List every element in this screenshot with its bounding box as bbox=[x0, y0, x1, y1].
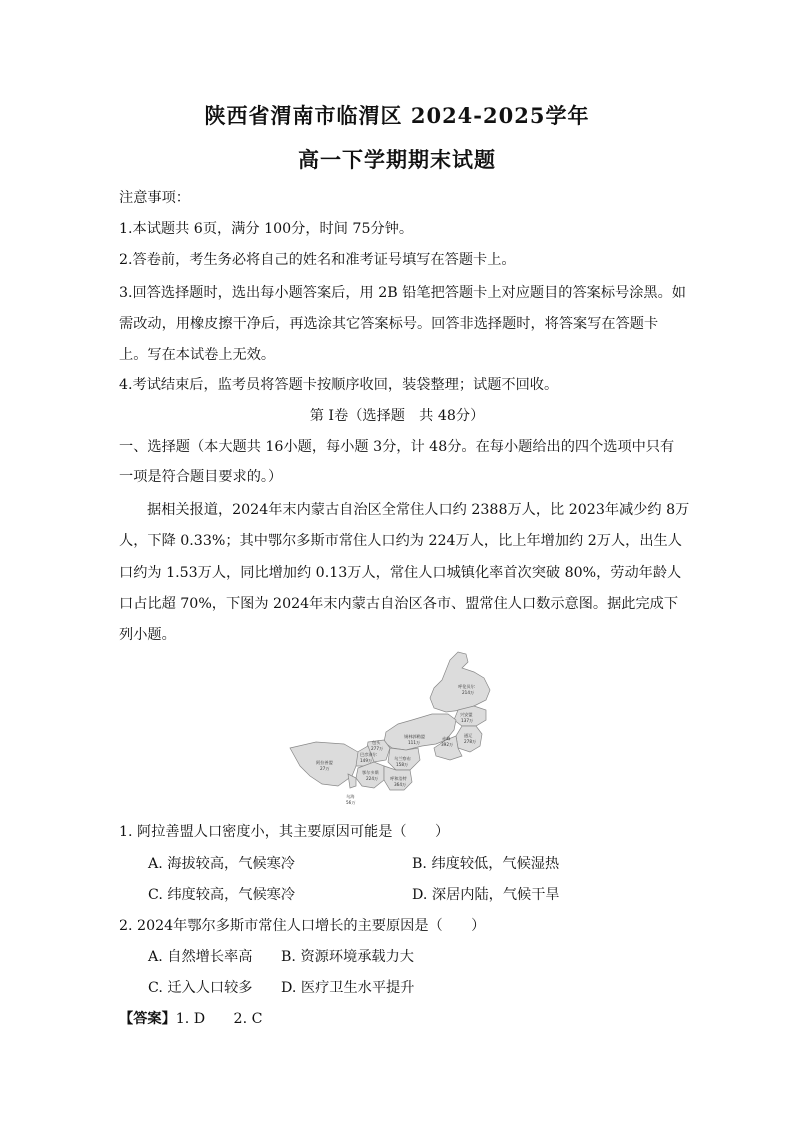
label-hulunbuir: 呼伦贝尔 bbox=[458, 684, 475, 689]
label-baotou: 包头 bbox=[372, 740, 381, 745]
label-bayannur-pop: 149万 bbox=[360, 758, 373, 763]
label-ordos-pop: 224万 bbox=[366, 776, 379, 781]
passage-line3: 口约为 1.53万人，同比增加约 0.13万人，常住人口城镇化率首次突破 80%，劳动年龄人 bbox=[119, 565, 682, 581]
question-1-stem: 1. 阿拉善盟人口密度小，其主要原因可能是（ ） bbox=[119, 824, 450, 840]
question-2-option-c: C. 迁入人口较多 bbox=[148, 980, 253, 996]
answer-label: 【答案】 bbox=[119, 1011, 176, 1027]
question-1-option-c: C. 纬度较高，气候寒冷 bbox=[148, 887, 296, 903]
note-1: 1.本试题共 6页，满分 100分，时间 75分钟。 bbox=[119, 221, 414, 237]
label-hulunbuir-pop: 214万 bbox=[462, 690, 475, 695]
label-wuhai: 乌海 bbox=[346, 794, 355, 799]
exam-title-line2: 高一下学期期末试题 bbox=[298, 147, 496, 172]
note-3-line3: 上。写在本试卷上无效。 bbox=[119, 347, 276, 363]
region-wuhai bbox=[348, 774, 356, 788]
passage-line1: 据相关报道，2024年末内蒙古自治区全常住人口约 2388万人，比 2023年减少约 8万 bbox=[147, 502, 690, 518]
passage-line2: 人，下降 0.33%；其中鄂尔多斯市常住人口约为 224万人，比上年增加约 2万人，出生人 bbox=[119, 533, 682, 549]
passage-line5: 列小题。 bbox=[119, 627, 176, 643]
answer-value: 1. D 2. C bbox=[175, 1011, 263, 1027]
question-1-option-a: A. 海拔较高，气候寒冷 bbox=[148, 856, 295, 872]
inner-mongolia-population-map bbox=[286, 648, 508, 808]
label-chifeng-pop: 392万 bbox=[441, 742, 454, 747]
exam-title-line1: 陕西省渭南市临渭区 2024-2025学年 bbox=[204, 103, 590, 128]
label-hohhot-pop: 364万 bbox=[394, 782, 407, 787]
label-bayannur: 巴彦淖尔 bbox=[360, 752, 377, 757]
note-3-line1: 3.回答选择题时，选出每小题答案后，用 2B 铅笔把答题卡上对应题目的答案标号涂黑。如 bbox=[119, 285, 686, 301]
label-ordos: 鄂尔多斯 bbox=[362, 770, 379, 775]
question-2-option-d: D. 医疗卫生水平提升 bbox=[281, 980, 415, 996]
label-alxa: 阿拉善盟 bbox=[316, 760, 333, 765]
question-1-option-d: D. 深居内陆，气候干旱 bbox=[412, 887, 560, 903]
question-2-stem: 2. 2024年鄂尔多斯市常住人口增长的主要原因是（ ） bbox=[119, 918, 486, 934]
label-tongliao-pop: 278万 bbox=[464, 739, 477, 744]
question-2-option-b: B. 资源环境承载力大 bbox=[281, 949, 414, 965]
answer-line bbox=[119, 1008, 262, 1028]
label-wuhai-pop: 56万 bbox=[346, 800, 356, 805]
section-title: 第 I卷（选择题 共 48分） bbox=[309, 408, 485, 424]
section-intro-line1: 一、选择题（本大题共 16小题，每小题 3分，计 48分。在每小题给出的四个选项中只有 bbox=[119, 439, 675, 455]
question-1-option-b: B. 纬度较低，气候湿热 bbox=[412, 856, 560, 872]
label-baotou-pop: 277万 bbox=[371, 746, 384, 751]
label-xinganmeng-pop: 137万 bbox=[461, 718, 474, 723]
label-xinganmeng: 兴安盟 bbox=[460, 712, 473, 717]
label-ulanqab: 乌兰察布 bbox=[394, 756, 411, 761]
passage-line4: 口占比超 70%，下图为 2024年末内蒙古自治区各市、盟常住人口数示意图。据此完成下 bbox=[119, 596, 679, 612]
label-ulanqab-pop: 158万 bbox=[396, 762, 409, 767]
note-4: 4.考试结束后，监考员将答题卡按顺序收回，装袋整理；试题不回收。 bbox=[119, 377, 559, 393]
region-hulunbuir bbox=[430, 652, 490, 712]
section-intro-line2: 一项是符合题目要求的。） bbox=[119, 469, 283, 485]
label-xilingol-pop: 111万 bbox=[408, 740, 421, 745]
label-chifeng: 赤峰 bbox=[442, 736, 451, 741]
label-alxa-pop: 27万 bbox=[320, 766, 330, 771]
notes-heading: 注意事项： bbox=[119, 190, 190, 206]
question-2-option-a: A. 自然增长率高 bbox=[148, 949, 253, 965]
label-xilingol: 锡林郭勒盟 bbox=[404, 734, 425, 739]
label-hohhot: 呼和浩特 bbox=[390, 776, 407, 781]
note-2: 2.答卷前，考生务必将自己的姓名和准考证号填写在答题卡上。 bbox=[119, 252, 516, 268]
label-tongliao: 通辽 bbox=[464, 733, 473, 738]
note-3-line2: 需改动，用橡皮擦干净后，再选涂其它答案标号。回答非选择题时，将答案写在答题卡 bbox=[119, 316, 659, 332]
